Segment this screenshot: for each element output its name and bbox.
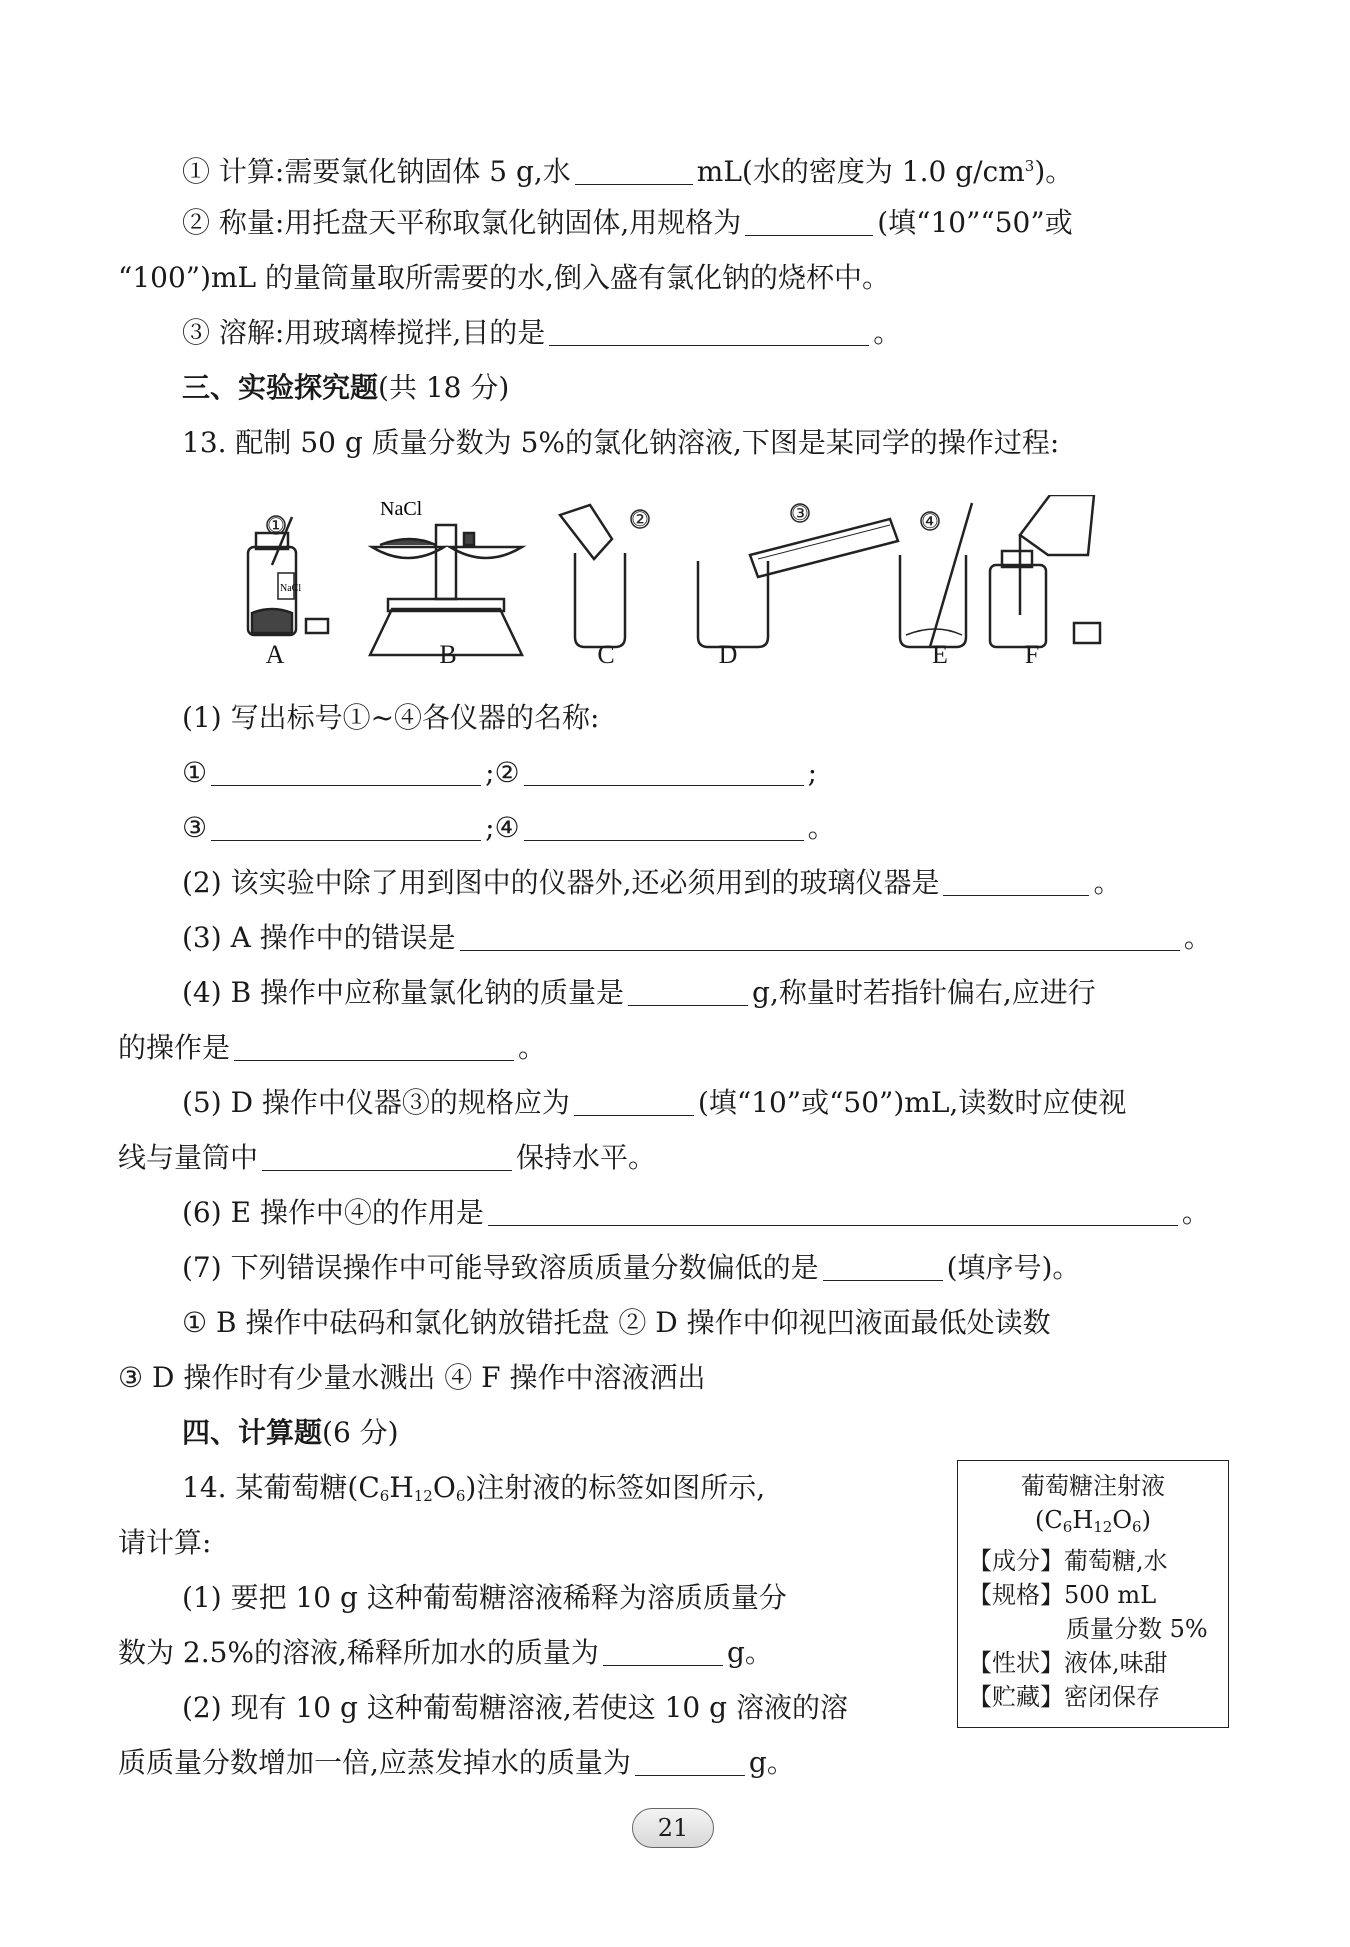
text: ③ [182,811,208,844]
answer-blank[interactable] [635,1749,745,1776]
text: 。 [873,316,902,349]
q13-part6 [182,1195,1210,1231]
text: ① [182,756,208,789]
q13-part5 [182,1085,1126,1121]
text: 。 [1093,866,1122,899]
heading-score: (6 分) [322,1416,399,1449]
reagent-bottle-pour-icon [990,495,1100,647]
text: O [432,1471,456,1504]
text: ① 计算:需要氯化钠固体 5 g,水 [182,155,571,188]
subscript: 12 [1093,1518,1113,1536]
subscript: 6 [379,1487,390,1505]
beaker-paper-icon [560,505,625,647]
answer-blank[interactable] [488,1199,1178,1226]
answer-blank[interactable] [211,814,481,841]
text: ;④ [485,811,520,844]
q13-part1-row1 [182,755,817,791]
answer-blank[interactable] [549,319,869,346]
heading-text: 四、计算题 [182,1416,323,1449]
label-a: A [265,640,285,669]
text: (6) E 操作中④的作用是 [182,1196,484,1229]
nacl-label: NaCl [380,498,423,520]
text: g。 [748,1746,795,1779]
text: O [1112,1506,1133,1534]
answer-blank[interactable] [628,979,748,1006]
cylinder-pour-icon [698,519,898,647]
marker-4: ④ [921,511,939,533]
q13-part1-row2 [182,810,836,846]
label-d: D [718,640,738,669]
text: 的操作是 [118,1031,231,1064]
q13-part7 [182,1250,1080,1286]
text: ; [807,756,818,789]
superscript: 3 [1024,157,1035,175]
answer-blank[interactable] [575,158,693,185]
text: 线与量筒中 [118,1141,259,1174]
answer-blank[interactable] [524,814,804,841]
label-formula [968,1503,1228,1544]
text: (填“10”或“50”)mL,读数时应使视 [697,1086,1127,1119]
label-b: B [439,640,457,669]
q13-part7-options1: ① B 操作中砝码和氯化钠放错托盘 ② D 操作中仰视凹液面最低处读数 [182,1306,1051,1339]
q13-part2 [182,865,1121,901]
q14-part2: (2) 现有 10 g 这种葡萄糖溶液,若使这 10 g 溶液的溶 [182,1691,848,1724]
answer-blank[interactable] [234,1034,514,1061]
apparatus-figure [230,495,1130,675]
marker-1: ① [267,515,285,537]
text: 。 [807,811,836,844]
text: 质质量分数增加一倍,应蒸发掉水的质量为 [118,1746,631,1779]
text: 数为 2.5%的溶液,稀释所加水的质量为 [118,1636,599,1669]
marker-3: ③ [791,503,809,525]
text: H [1072,1506,1094,1534]
q13-part4 [182,975,1096,1011]
answer-blank[interactable] [262,1144,512,1171]
step-dissolve [182,315,901,351]
step-weigh [182,205,1073,241]
label-property: 【性状】液体,味甜 [968,1649,1168,1677]
subscript: 6 [1062,1518,1073,1536]
answer-blank[interactable] [603,1639,723,1666]
text: (3) A 操作中的错误是 [182,921,456,954]
label-spec: 【规格】500 mL [968,1581,1157,1609]
q14-part1: (1) 要把 10 g 这种葡萄糖溶液稀释为溶质质量分 [182,1581,787,1614]
text: (2) 该实验中除了用到图中的仪器外,还必须用到的玻璃仪器是 [182,866,940,899]
balance-icon [370,525,522,655]
answer-blank[interactable] [574,1089,694,1116]
answer-blank[interactable] [524,759,804,786]
text: )注射液的标签如图所示, [465,1471,766,1504]
step-calc [182,148,1073,190]
question-14-cont: 请计算: [118,1526,212,1559]
text: (填“10”“50”或 [877,206,1073,239]
text: 。 [1183,921,1212,954]
answer-blank[interactable] [460,924,1180,951]
subscript: 6 [1132,1518,1142,1536]
text: 。 [1181,1196,1210,1229]
q13-part3 [182,920,1212,956]
text: ) [1141,1506,1151,1534]
question-14 [182,1470,765,1514]
answer-blank[interactable] [745,209,873,236]
label-f: F [1024,640,1040,669]
answer-blank[interactable] [211,759,481,786]
glucose-label-box [957,1460,1229,1728]
answer-blank[interactable] [823,1254,943,1281]
text: (4) B 操作中应称量氯化钠的质量是 [182,976,625,1009]
text: (5) D 操作中仪器③的规格应为 [182,1086,570,1119]
subscript: 6 [455,1487,466,1505]
label-c: C [597,640,615,669]
step-weigh-cont: “100”)mL 的量筒量取所需要的水,倒入盛有氯化钠的烧杯中。 [118,261,890,294]
label-concentration: 质量分数 5% [1066,1615,1208,1643]
subscript: 12 [413,1487,433,1505]
text: (填序号)。 [946,1251,1081,1284]
answer-blank[interactable] [943,869,1089,896]
marker-2: ② [631,509,649,531]
page-number: 21 [632,1808,714,1848]
text: ② 称量:用托盘天平称取氯化钠固体,用规格为 [182,206,742,239]
text: 14. 某葡萄糖(C [182,1471,380,1504]
q13-part7-options2: ③ D 操作时有少量水溅出 ④ F 操作中溶液洒出 [118,1361,706,1394]
section-3-heading [182,370,509,406]
text: H [389,1471,414,1504]
text: ③ 溶解:用玻璃棒搅拌,目的是 [182,316,546,349]
heading-score: (共 18 分) [378,371,510,404]
text: (7) 下列错误操作中可能导致溶质质量分数偏低的是 [182,1251,819,1284]
text: mL(水的密度为 1.0 g/cm [696,155,1025,188]
label-storage: 【贮藏】密闭保存 [968,1683,1160,1711]
text: ;② [485,756,520,789]
q13-part4-cont [118,1030,546,1066]
section-4-heading [182,1415,399,1451]
text: )。 [1034,155,1074,188]
q13-part1: (1) 写出标号①~④各仪器的名称: [182,701,600,734]
bottle-label: NaCl [280,583,302,594]
text: 。 [518,1031,547,1064]
reagent-bottle-icon [248,517,328,635]
label-e: E [932,640,948,669]
text: g。 [726,1636,773,1669]
label-title: 葡萄糖注射液 [1021,1472,1165,1500]
text: 保持水平。 [516,1141,657,1174]
text: g,称量时若指针偏右,应进行 [752,976,1096,1009]
q13-part5-cont [118,1140,656,1176]
q14-part1-cont [118,1635,773,1671]
label-ingredients: 【成分】葡萄糖,水 [968,1547,1168,1575]
q14-part2-cont [118,1745,795,1781]
heading-text: 三、实验探究题 [182,371,379,404]
text: (C [1035,1506,1063,1534]
question-13: 13. 配制 50 g 质量分数为 5%的氯化钠溶液,下图是某同学的操作过程: [182,426,1060,459]
